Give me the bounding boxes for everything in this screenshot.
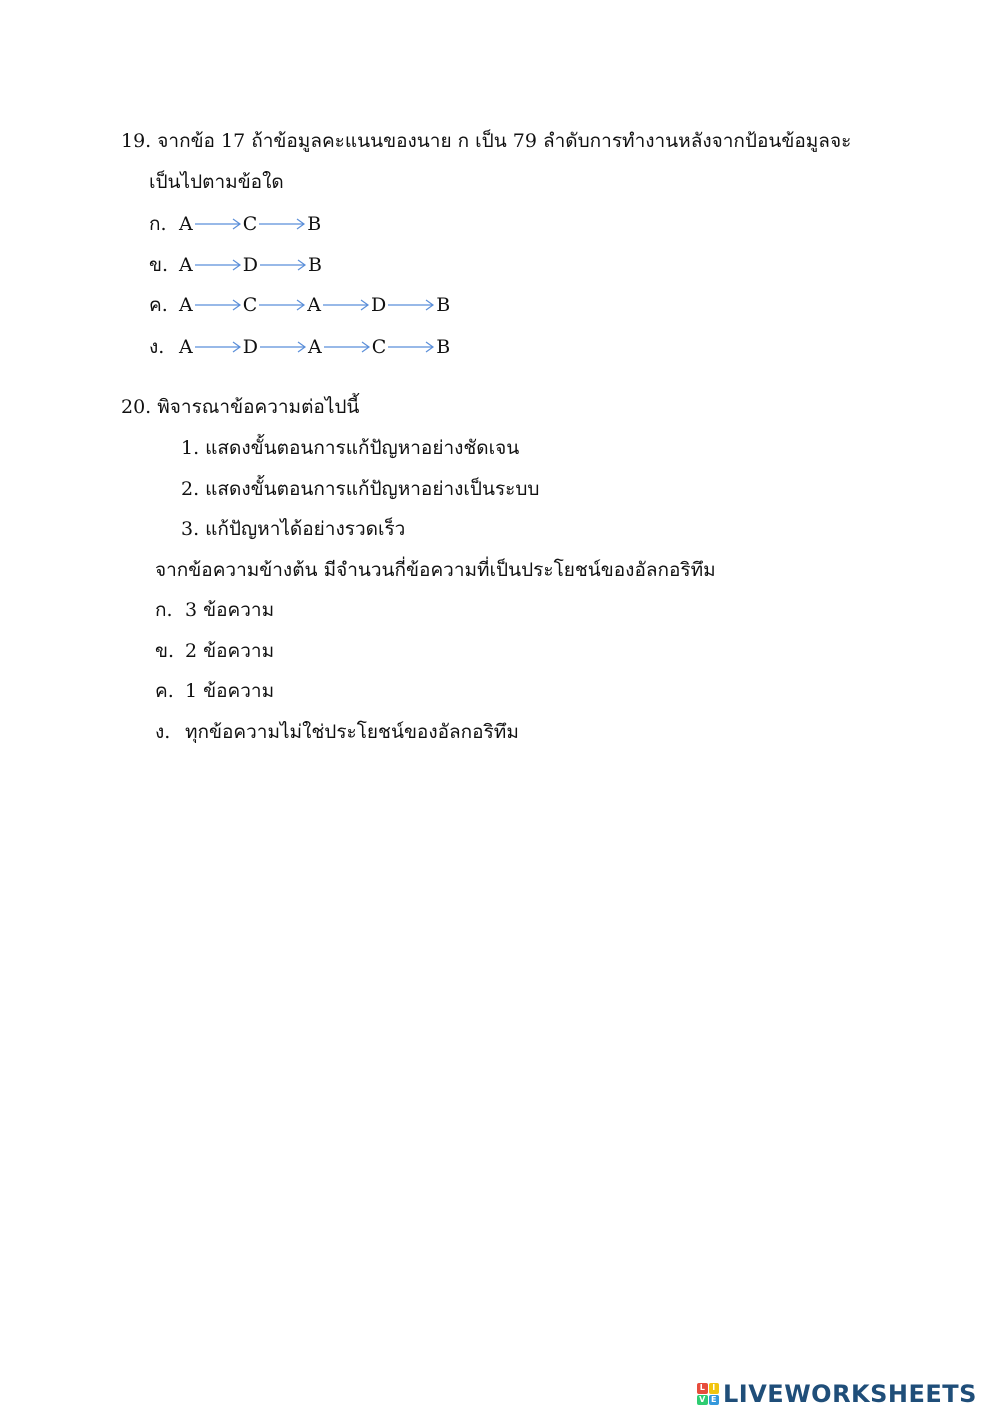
- logo-text: LIVEWORKSHEETS: [723, 1380, 977, 1408]
- q20-statement: 1. แสดงขั้นตอนการแก้ปัญหาอย่างชัดเจน: [181, 437, 520, 459]
- q20-option-b[interactable]: [155, 639, 274, 663]
- logo-letter: I: [709, 1383, 720, 1394]
- q20-title: พิจารณาข้อความต่อไปนี้: [157, 396, 360, 418]
- flow-node: C: [242, 213, 258, 235]
- arrow-right-icon: [258, 298, 306, 312]
- q20-question: จากข้อความข้างต้น มีจำนวนกี่ข้อความที่เป็นประโยชน์ของอัลกอริทึม: [155, 559, 716, 581]
- q20-number: 20.: [121, 396, 152, 418]
- q20-option-d[interactable]: [155, 720, 519, 744]
- q20-option-c[interactable]: [155, 679, 274, 703]
- q19-option[interactable]: [149, 335, 450, 359]
- flow-node: B: [436, 294, 451, 316]
- arrow-right-icon: [194, 217, 242, 231]
- option-letter: ง.: [149, 336, 165, 358]
- option-letter: ค.: [149, 294, 168, 316]
- flow-sequence: [179, 212, 321, 236]
- flow-sequence: [179, 335, 450, 359]
- option-letter: ง.: [155, 721, 171, 743]
- arrow-right-icon: [322, 298, 370, 312]
- option-text: 1 ข้อความ: [185, 680, 275, 702]
- flow-node: A: [179, 254, 193, 276]
- q19-number: 19.: [121, 130, 152, 152]
- flow-node: A: [307, 294, 322, 316]
- q20-option-a[interactable]: [155, 598, 274, 622]
- arrow-right-icon: [387, 298, 435, 312]
- flow-node: C: [242, 294, 258, 316]
- arrow-right-icon: [258, 217, 306, 231]
- q19-option[interactable]: [149, 212, 321, 236]
- flow-sequence: [179, 293, 450, 317]
- option-letter: ข.: [149, 254, 169, 276]
- flow-node: A: [307, 336, 322, 358]
- logo-letter: E: [709, 1395, 720, 1406]
- logo-letter: L: [697, 1383, 708, 1394]
- arrow-right-icon: [323, 340, 371, 354]
- arrow-right-icon: [194, 298, 242, 312]
- q20-heading: [121, 395, 359, 419]
- q19-line2: เป็นไปตามข้อใด: [149, 171, 284, 193]
- arrow-right-icon: [259, 340, 307, 354]
- flow-node: A: [179, 294, 193, 316]
- q19-option[interactable]: [149, 293, 450, 317]
- liveworksheets-logo: [697, 1378, 977, 1410]
- option-text: ทุกข้อความไม่ใช่ประโยชน์ของอัลกอริทึม: [185, 721, 519, 743]
- q19-line1: [121, 129, 851, 153]
- q20-statement: 2. แสดงขั้นตอนการแก้ปัญหาอย่างเป็นระบบ: [181, 478, 540, 500]
- flow-sequence: [179, 253, 322, 277]
- option-text: 3 ข้อความ: [185, 599, 275, 621]
- arrow-right-icon: [387, 340, 435, 354]
- option-letter: ค.: [155, 680, 174, 702]
- flow-node: A: [179, 336, 193, 358]
- arrow-right-icon: [259, 258, 307, 272]
- logo-mark-icon: [697, 1383, 719, 1405]
- flow-node: A: [179, 213, 193, 235]
- option-text: 2 ข้อความ: [185, 640, 275, 662]
- flow-node: C: [371, 336, 387, 358]
- arrow-right-icon: [194, 340, 242, 354]
- flow-node: D: [371, 294, 387, 316]
- flow-node: B: [307, 213, 322, 235]
- logo-letter: V: [697, 1395, 708, 1406]
- option-letter: ข.: [155, 640, 175, 662]
- q19-text-line1: จากข้อ 17 ถ้าข้อมูลคะแนนของนาย ก เป็น 79 ลำดับการทำงานหลังจากป้อนข้อมูลจะ: [157, 130, 852, 152]
- flow-node: D: [242, 254, 258, 276]
- flow-node: D: [242, 336, 258, 358]
- q20-statement: 3. แก้ปัญหาได้อย่างรวดเร็ว: [181, 518, 406, 540]
- flow-node: B: [436, 336, 451, 358]
- option-letter: ก.: [155, 599, 173, 621]
- q19-option[interactable]: [149, 253, 322, 277]
- flow-node: B: [307, 254, 322, 276]
- arrow-right-icon: [194, 258, 242, 272]
- option-letter: ก.: [149, 213, 167, 235]
